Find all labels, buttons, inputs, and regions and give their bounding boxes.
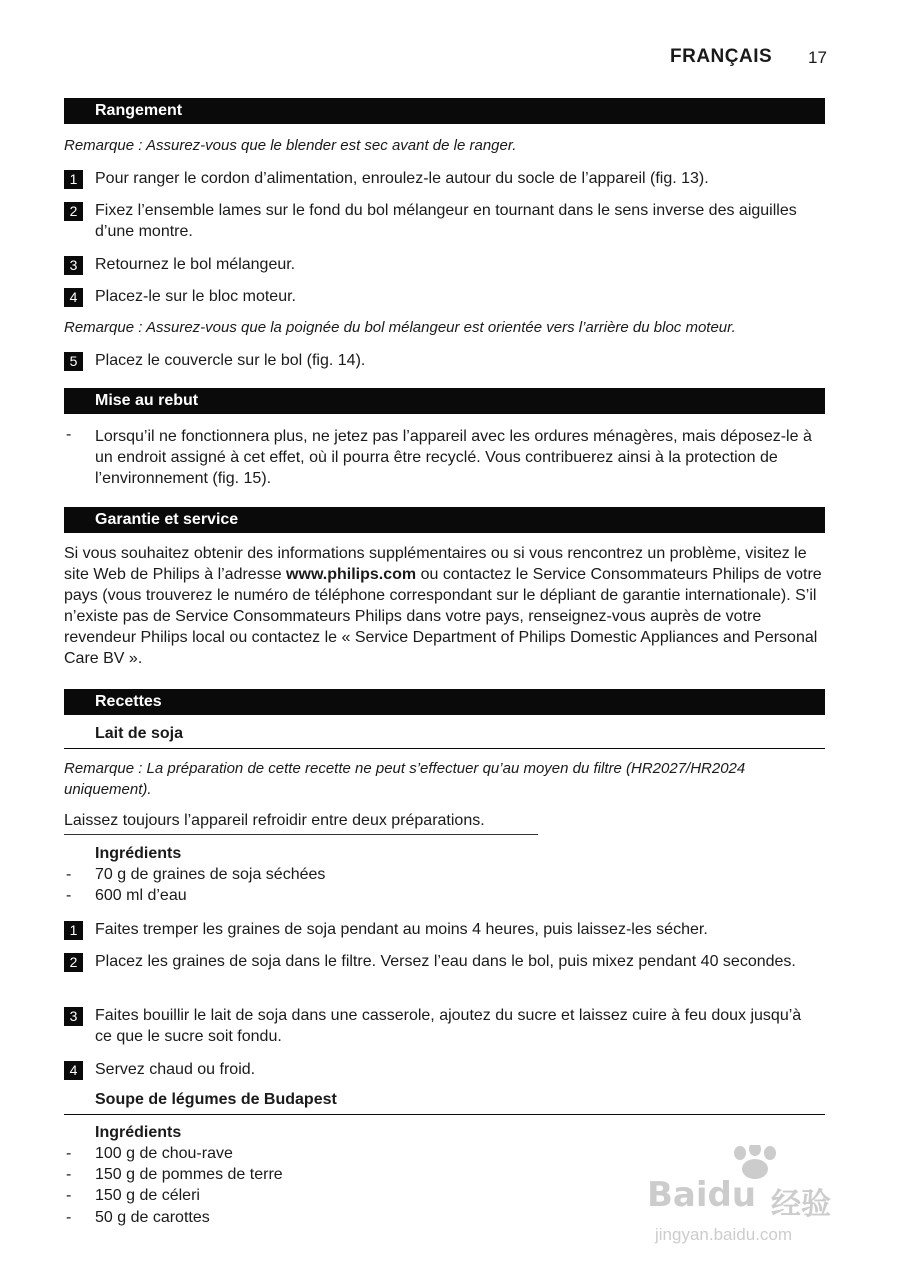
- step-text: Fixez l’ensemble lames sur le fond du bol mélangeur en tournant dans le sens inverse des aiguilles d’une montre.: [95, 202, 797, 240]
- ingredient-item: 600 ml d’eau: [95, 887, 187, 904]
- list-dash: -: [66, 866, 72, 883]
- step-number: 4: [64, 1061, 83, 1080]
- disposal-text: Lorsqu’il ne fonctionnera plus, ne jetez pas l’appareil avec les ordures ménagères, mais déposez-le à un endroit assigné à cet effet, où il pourra être recyclé. Vous contribuerez ainsi à la protection de l’environnement (fig. 15).: [95, 428, 812, 487]
- page-number: 17: [808, 48, 827, 67]
- step-text: Placez le couvercle sur le bol (fig. 14).: [95, 352, 366, 369]
- subsection-rule: [64, 1114, 825, 1115]
- note: Remarque : La préparation de cette recette ne peut s’effectuer qu’au moyen du filtre (HR2027/HR2024 uniquement).: [64, 760, 746, 798]
- subsection-title: Lait de soja: [95, 725, 184, 742]
- subsection-title: Soupe de légumes de Budapest: [95, 1091, 337, 1108]
- subsection-rule: [64, 748, 825, 749]
- warranty-paragraph: [64, 543, 824, 669]
- step-number: 1: [64, 170, 83, 189]
- section-title: Mise au rebut: [95, 392, 199, 409]
- list-dash: -: [66, 887, 72, 904]
- section-title: Garantie et service: [95, 511, 239, 528]
- note: Remarque : Assurez-vous que le blender est sec avant de le ranger.: [64, 137, 517, 154]
- step-text: Faites bouillir le lait de soja dans une casserole, ajoutez du sucre et laissez cuire à feu doux jusqu’à ce que le sucre soit fondu.: [95, 1007, 802, 1045]
- section-bar-garantie: [64, 507, 825, 533]
- watermark-cn: 经验: [771, 1188, 831, 1221]
- step-text: Pour ranger le cordon d’alimentation, enroulez-le autour du socle de l’appareil (fig. 13).: [95, 170, 709, 187]
- tip-underline: [64, 834, 538, 835]
- step-number: 2: [64, 953, 83, 972]
- step-number: 2: [64, 202, 83, 221]
- step-number: 3: [64, 1007, 83, 1026]
- step-text: Faites tremper les graines de soja pendant au moins 4 heures, puis laissez-les sécher.: [95, 921, 708, 938]
- step-number: 4: [64, 288, 83, 307]
- list-dash: -: [66, 1209, 72, 1226]
- ingredient-item: 50 g de carottes: [95, 1209, 210, 1226]
- ingredient-item: 150 g de céleri: [95, 1187, 200, 1204]
- step-text: Placez les graines de soja dans le filtre. Versez l’eau dans le bol, puis mixez pendant 40 secondes.: [95, 953, 796, 970]
- list-dash: -: [66, 1145, 72, 1162]
- baidu-watermark: [645, 1145, 865, 1255]
- step-number: 3: [64, 256, 83, 275]
- warranty-text: Si vous souhaitez obtenir des informations supplémentaires ou si vous rencontrez un problème, visitez le site Web de Philips à l’adresse: [64, 545, 807, 583]
- tip-text: Laissez toujours l’appareil refroidir entre deux préparations.: [64, 812, 485, 829]
- ingredient-item: 150 g de pommes de terre: [95, 1166, 283, 1183]
- ingredient-item: 100 g de chou-rave: [95, 1145, 233, 1162]
- list-dash: -: [66, 1166, 72, 1183]
- language-label: FRANÇAIS: [670, 46, 773, 67]
- watermark-url: jingyan.baidu.com: [655, 1225, 793, 1244]
- list-dash: -: [66, 1187, 72, 1204]
- section-title: Rangement: [95, 102, 183, 119]
- warranty-text: ou contactez le Service Consommateurs Philips de votre pays (vous trouverez le numéro de téléphone correspondant sur le dépliant de garantie internationale). S’il n’existe pas de Service Consommateurs Philips dans votre pays, renseignez-vous auprès de votre revendeur Philips local ou contactez le « Service Department of Philips Domestic Appliances and Personal Care BV ».: [64, 566, 822, 667]
- section-title: Recettes: [95, 693, 162, 710]
- section-bar-rangement: [64, 98, 825, 124]
- section-bar-rebut: [64, 388, 825, 414]
- step-number: 1: [64, 921, 83, 940]
- note: Remarque : Assurez-vous que la poignée du bol mélangeur est orientée vers l’arrière du bloc moteur.: [64, 319, 736, 336]
- philips-link[interactable]: www.philips.com: [286, 566, 417, 583]
- step-text: Retournez le bol mélangeur.: [95, 256, 296, 273]
- step-text: Placez-le sur le bloc moteur.: [95, 288, 296, 305]
- list-dash: -: [66, 426, 72, 443]
- ingredient-item: 70 g de graines de soja séchées: [95, 866, 326, 883]
- section-bar-recettes: [64, 689, 825, 715]
- step-text: Servez chaud ou froid.: [95, 1061, 256, 1078]
- step-number: 5: [64, 352, 83, 371]
- watermark-brand: Baidu: [647, 1175, 757, 1215]
- ingredients-title: Ingrédients: [95, 1124, 182, 1141]
- ingredients-title: Ingrédients: [95, 845, 182, 862]
